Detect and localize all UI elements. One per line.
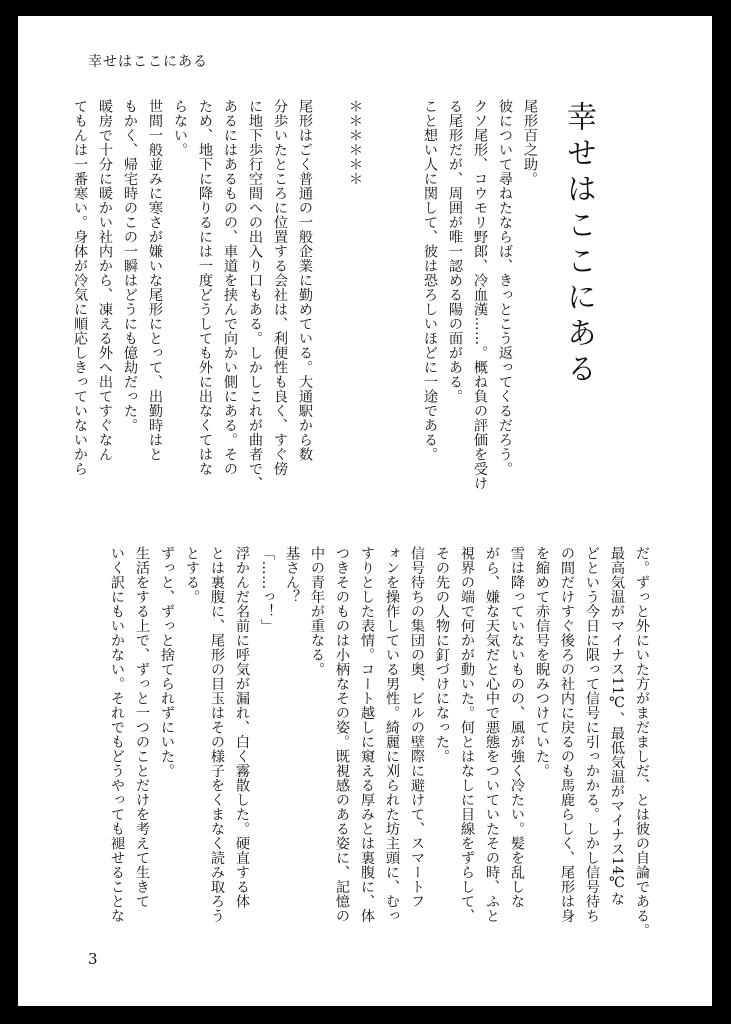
text-column: その先の人物に釘づけになった。 (434, 546, 450, 764)
text-column: 尾形百之助。 (522, 99, 538, 186)
text-column: どという今日に限って信号に引っかかる。しかし信号待ち (584, 546, 600, 923)
text-column: クソ尾形、コウモリ野郎、冷血漢……。概ね負の評価を受け (472, 99, 488, 491)
text-column: 信号待ちの集団の奥、ビルの壁際に避けて、スマートフ (409, 546, 425, 909)
text-column: もかく、帰宅時のこの一瞬はどうにも億劫だった。 (122, 99, 138, 433)
text-column: 彼について尋ねたならば、きっとこう返ってくるだろう。 (497, 99, 513, 476)
text-column: がら、嫌な天気だと心中で悪態をついていたその時、ふと (484, 546, 500, 923)
text-column: とは裏腹に、尾形の目玉はその様子をくまなく読み取ろう (209, 546, 225, 923)
text-column: ォンを操作している男性。綺麗に刈られた坊主頭に、むっ (384, 546, 400, 923)
text-column: つきそのものは小柄なその姿。既視感のある姿に、記憶の (334, 546, 350, 923)
text-column: の間だけすぐ後ろの社内に戻るのも馬鹿らしく、尾形は身 (559, 546, 575, 923)
text-column: 視界の端で何かが動いた。何とはなしに目線をずらして、 (459, 546, 475, 923)
text-column: らない。 (172, 99, 188, 157)
text-column: を縮めて赤信号を睨みつけていた。 (534, 546, 550, 778)
text-column: 「……っ！」 (259, 546, 275, 633)
text-column (317, 99, 342, 499)
bottom-text-block (104, 546, 654, 946)
text-column: だ。ずっと外にいた方がまだましだ、とは彼の自論である。 (634, 546, 650, 938)
text-column: 生活をする上で、ずっと一つのことだけを考えて生きて (134, 546, 150, 909)
text-column: ずっと、ずっと捨てられずにいた。 (159, 546, 175, 778)
text-column: 分歩いたところに位置する会社は、利便性も良く、すぐ傍 (272, 99, 288, 476)
text-column: すりとした表情。コート越しに窺える厚みとは裏腹に、体 (359, 546, 375, 923)
chapter-title: 幸せはここにある (561, 101, 596, 389)
text-column: 基さん？ (284, 546, 300, 604)
text-column: ＊＊＊＊＊＊ (347, 99, 363, 186)
text-column: 暖房で十分に暖かい社内から、凍える外へ出てすぐなん (97, 99, 113, 462)
top-text-block (67, 99, 542, 499)
text-column: る尾形だが、周囲が唯一認める陽の面がある。 (447, 99, 463, 404)
text-column: 世間一般並みに寒さが嫌いな尾形にとって、出勤時はと (147, 99, 163, 462)
text-column: 最高気温がマイナス11℃、最低気温がマイナス14℃な (609, 546, 625, 906)
text-column: に地下歩行空間への出入り口もある。しかしこれが曲者で、 (247, 99, 263, 491)
text-column: いく訳にもいかない。それでもどうやっても褪せることな (109, 546, 125, 923)
text-column: 雪は降っていないものの、風が強く冷たい。髪を乱しな (509, 546, 525, 909)
text-column: 尾形はごく普通の一般企業に勤めている。大通駅から数 (297, 99, 313, 462)
text-column: こと想い人に関して、彼は恐ろしいほどに一途である。 (422, 99, 438, 462)
running-head: 幸せはここにある (88, 54, 208, 70)
page-number: 3 (88, 950, 98, 968)
text-column (367, 99, 392, 499)
text-column (392, 99, 417, 499)
text-column: てもんは一番寒い。身体が冷気に順応しきっていないから (72, 99, 88, 476)
text-column: ため、地下に降りるには一度どうしても外に出なくてはな (197, 99, 213, 476)
text-column: 浮かんだ名前に呼気が漏れ、白く霧散した。硬直する体 (234, 546, 250, 909)
text-column: あるにはあるものの、車道を挟んで向かい側にある。その (222, 99, 238, 476)
text-column: とする。 (184, 546, 200, 604)
text-column: 中の青年が重なる。 (309, 546, 325, 677)
book-page (18, 16, 712, 1006)
